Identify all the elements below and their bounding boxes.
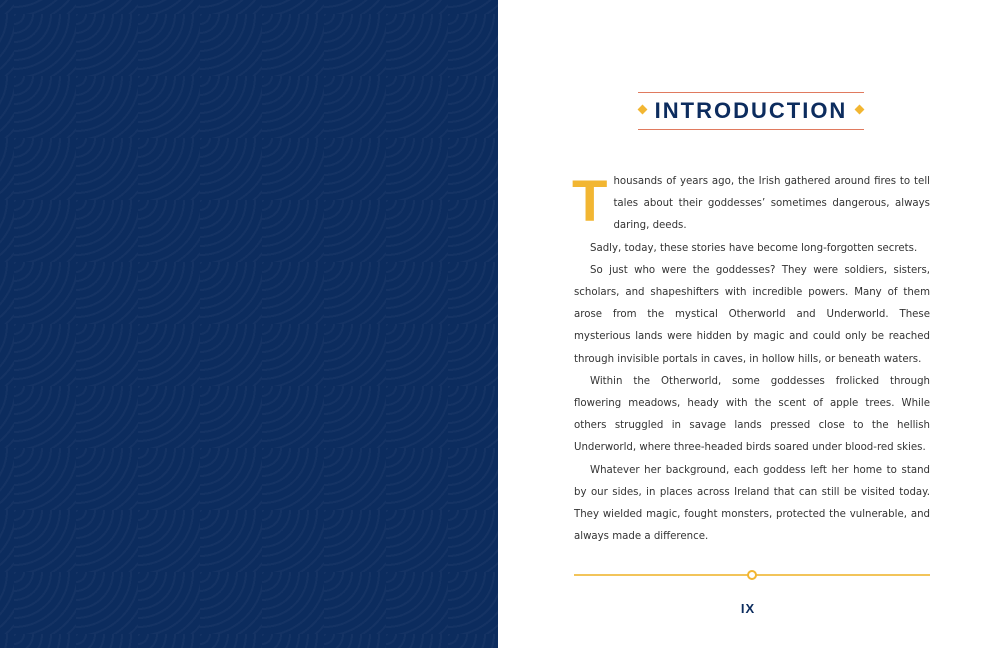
circle-ornament-icon bbox=[747, 570, 757, 580]
paragraph: So just who were the goddesses? They were soldiers, sisters, scholars, and shapeshifters with incredible powers. Many of them arose from the mystical Otherworld and Underworld. These mysterious lands were hidden by magic and could only be reached through invisible portals in caves, in hollow hills, or beneath waters. bbox=[574, 264, 930, 365]
chapter-title-block bbox=[636, 92, 866, 132]
paragraph bbox=[574, 171, 930, 238]
footer-divider bbox=[574, 574, 930, 576]
paragraph: Sadly, today, these stories have become long-forgotten secrets. bbox=[590, 242, 918, 254]
title-rule-top bbox=[638, 92, 864, 93]
drop-cap: T bbox=[572, 169, 608, 234]
right-page bbox=[498, 0, 996, 648]
page-number: IX bbox=[740, 601, 756, 616]
chapter-title: INTRODUCTION bbox=[654, 98, 848, 123]
paragraph: Within the Otherworld, some goddesses frolicked through flowering meadows, heady with the scent of apple trees. While others struggled in savage lands pressed close to the hellish Underworld, where three-headed birds soared under blood-red skies. bbox=[574, 375, 930, 454]
body-text bbox=[574, 171, 930, 548]
title-rule-bottom bbox=[638, 129, 864, 130]
paragraph-text: housands of years ago, the Irish gathered around fires to tell tales about their goddesses’ sometimes dangerous, always daring, deeds. bbox=[613, 176, 930, 232]
paragraph: Whatever her background, each goddess left her home to stand by our sides, in places across Ireland that can still be visited today. They wielded magic, fought monsters, protected the vulnerable, and always made a difference. bbox=[574, 464, 930, 543]
